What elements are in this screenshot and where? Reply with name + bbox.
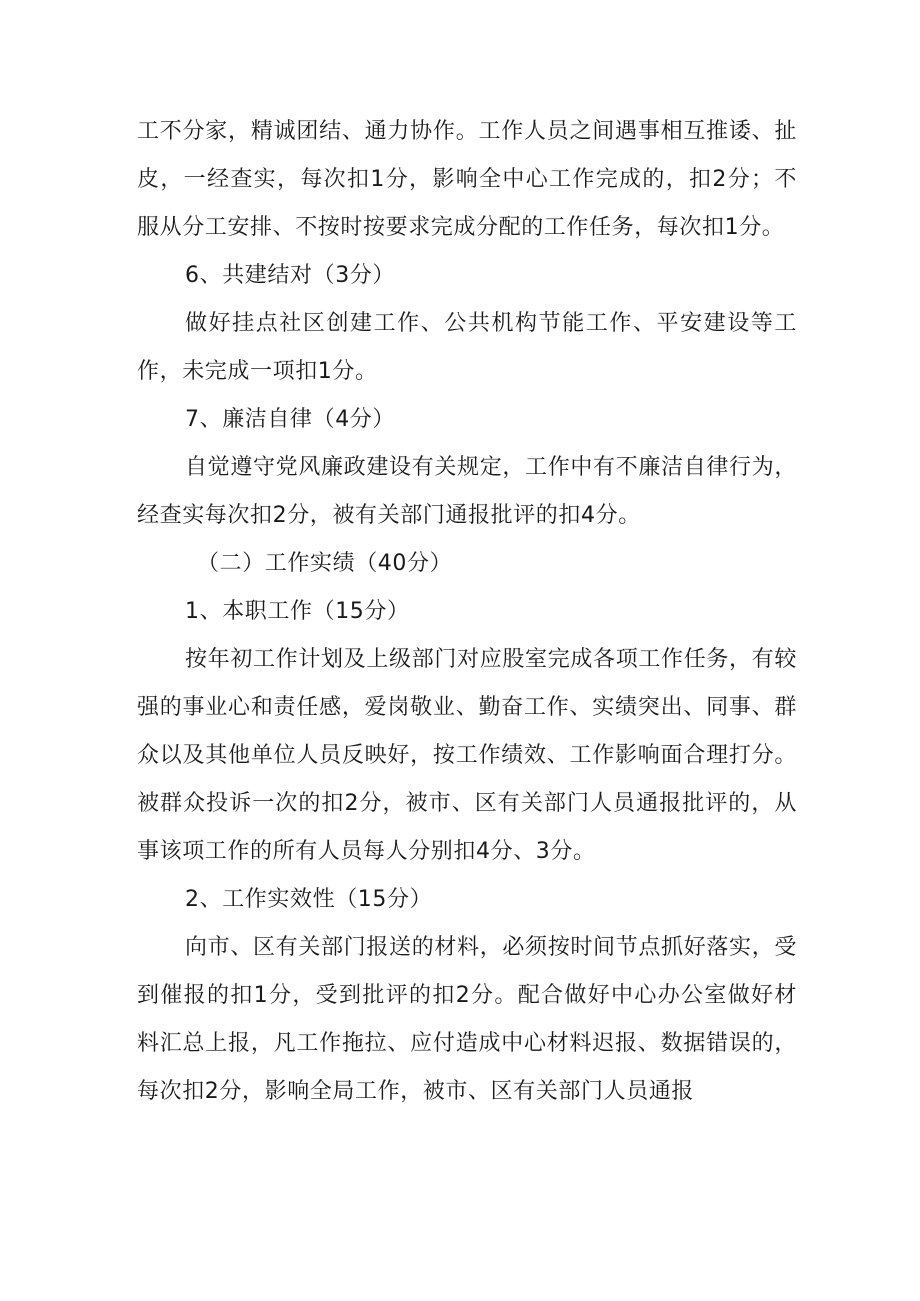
paragraph-effectiveness: 向市、区有关部门报送的材料，必须按时间节点抓好落实，受到催报的扣1分，受到批评的扣2分。配合做好中心办公室做好材料汇总上报，凡工作拖拉、应付造成中心材料迟报、数据错误的，每次扣2分，影响全局工作，被市、区有关部门人员通报 [137, 935, 797, 1104]
heading-joint-pairing: 6、共建结对（3分） [185, 263, 395, 288]
paragraph-core-work: 按年初工作计划及上级部门对应股室完成各项工作任务，有较强的事业心和责任感，爱岗敬业、勤奋工作、实绩突出、同事、群众以及其他单位人员反映好，按工作绩效、工作影响面合理打分。被群众投诉一次的扣2分，被市、区有关部门人员通报批评的，从事该项工作的所有人员每人分别扣4分、3分。 [137, 647, 797, 864]
paragraph-continuation: 工不分家，精诚团结、通力协作。工作人员之间遇事相互推诿、扯皮，一经查实，每次扣1分，影响全中心工作完成的，扣2分；不服从分工安排、不按时按要求完成分配的工作任务，每次扣1分。 [137, 119, 797, 240]
heading-core-work: 1、本职工作（15分） [185, 599, 410, 624]
heading-integrity: 7、廉洁自律（4分） [185, 407, 395, 432]
section-heading-work-performance: （二）工作实绩（40分） [197, 551, 453, 576]
document-body [137, 108, 797, 1116]
paragraph-integrity: 自觉遵守党风廉政建设有关规定，工作中有不廉洁自律行为，经查实每次扣2分，被有关部门通报批评的扣4分。 [137, 455, 797, 528]
paragraph-joint-pairing: 做好挂点社区创建工作、公共机构节能工作、平安建设等工作，未完成一项扣1分。 [137, 311, 797, 384]
heading-effectiveness: 2、工作实效性（15分） [185, 887, 433, 912]
